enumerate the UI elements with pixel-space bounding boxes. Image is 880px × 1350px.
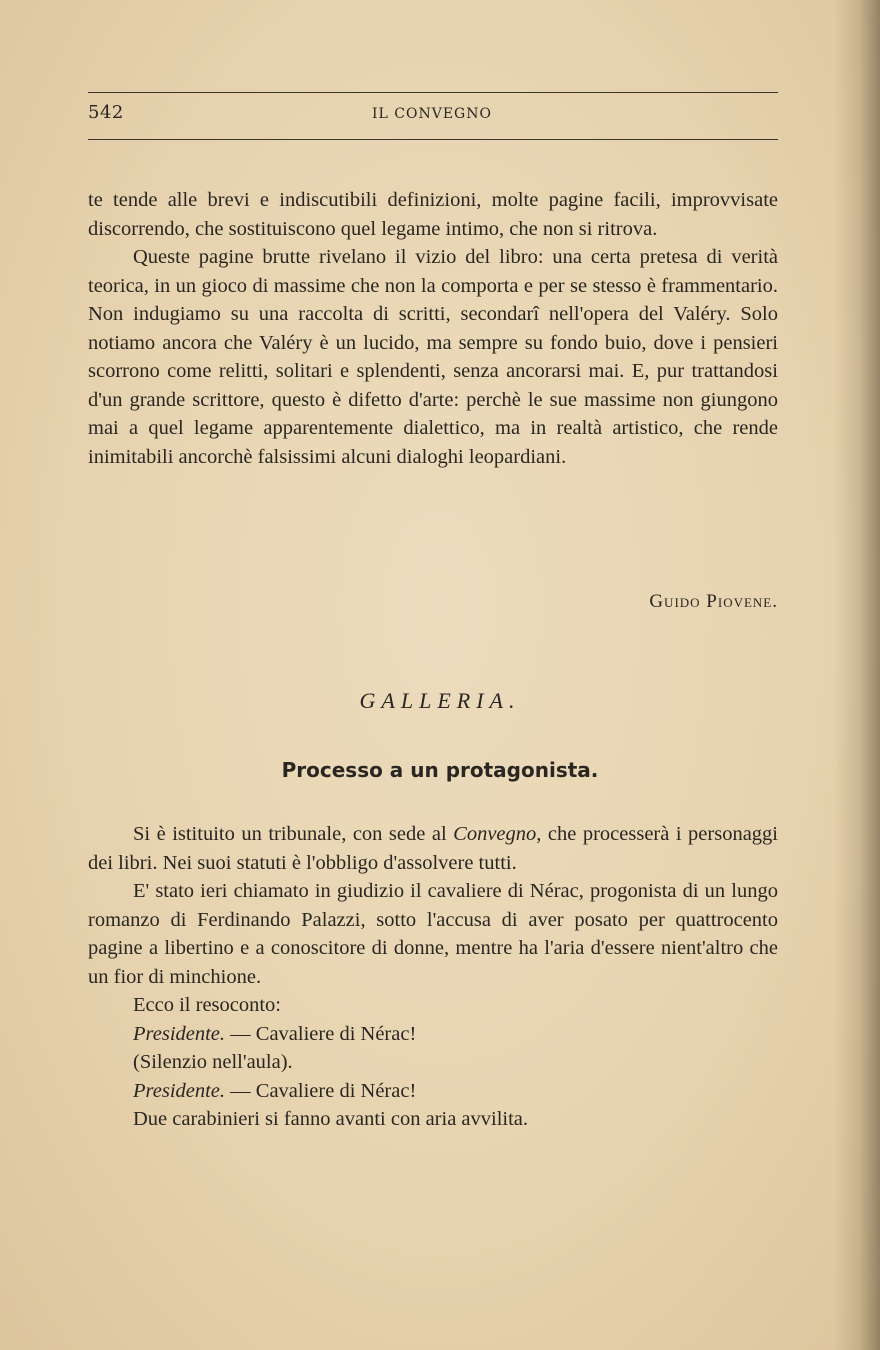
header-rule-top [88, 92, 778, 93]
speaker-name: Presidente. [133, 1022, 226, 1045]
review-author: Guido Piovene. [649, 591, 778, 612]
header-rule-bottom [88, 139, 778, 140]
page-number: 542 [88, 102, 124, 123]
speech-text: — Cavaliere di Nérac! [225, 1022, 417, 1045]
article-paragraph-1 [88, 820, 778, 877]
article-paragraph-2: E' stato ieri chiamato in giudizio il cavaliere di Nérac, progonista di un lungo romanzo di Ferdinando Palazzi, sotto l'accusa di aver posato per quattrocento pagine a libertino e a conoscitore di donne, mentre ha l'aria d'essere nient'altro che un fior di minchione. [88, 880, 778, 988]
dialogue-line-2 [88, 1077, 778, 1106]
article-title: Processo a un protagonista. [281, 758, 599, 782]
review-paragraph-1: te tende alle brevi e indiscutibili definizioni, molte pagine facili, improvvisate discorrendo, che sostituiscono quel legame intimo, che non si ritrova. [88, 189, 778, 240]
article-paragraph-1-start: Si è istituito un tribunale, con sede al [133, 823, 454, 845]
dialogue-line-1 [88, 1020, 778, 1049]
narrative-line: Due carabinieri si fanno avanti con aria avvilita. [133, 1108, 529, 1130]
running-title: IL CONVEGNO [372, 106, 492, 122]
article-paragraph-1-end: che processerà i personaggi dei libri. Nei suoi statuti è l'obbligo d'assolvere tutti. [88, 823, 778, 874]
journal-name: Convegno, [453, 823, 542, 845]
stage-direction: (Silenzio nell'aula). [133, 1051, 293, 1073]
speaker-name: Presidente. [133, 1079, 226, 1102]
review-paragraph-2: Queste pagine brutte rivelano il vizio del libro: una certa pretesa di verità teorica, in un gioco di massime che non la comporta e per se stesso è frammentario. Non indugiamo su una raccolta di scritti, secondarî nell'opera del Valéry. Solo notiamo ancora che Valéry è un lucido, ma sempre su fondo buio, dove i pensieri scorrono come relitti, solitari e splendenti, senza ancorarsi mai. E, pur trattandosi d'un grande scrittore, questo è difetto d'arte: perchè le sue massime non giungono mai a quel legame apparentemente dialettico, ma in realtà artistico, che rende inimitabili ancorchè falsissimi alcuni dialoghi leopardiani. [88, 246, 778, 468]
speech-text: — Cavaliere di Nérac! [225, 1079, 417, 1102]
report-intro: Ecco il resoconto: [133, 994, 282, 1016]
section-title: GALLERIA. [359, 688, 521, 713]
article-body [88, 820, 778, 1134]
review-ending [88, 186, 778, 471]
book-spine-shadow [834, 0, 880, 1350]
